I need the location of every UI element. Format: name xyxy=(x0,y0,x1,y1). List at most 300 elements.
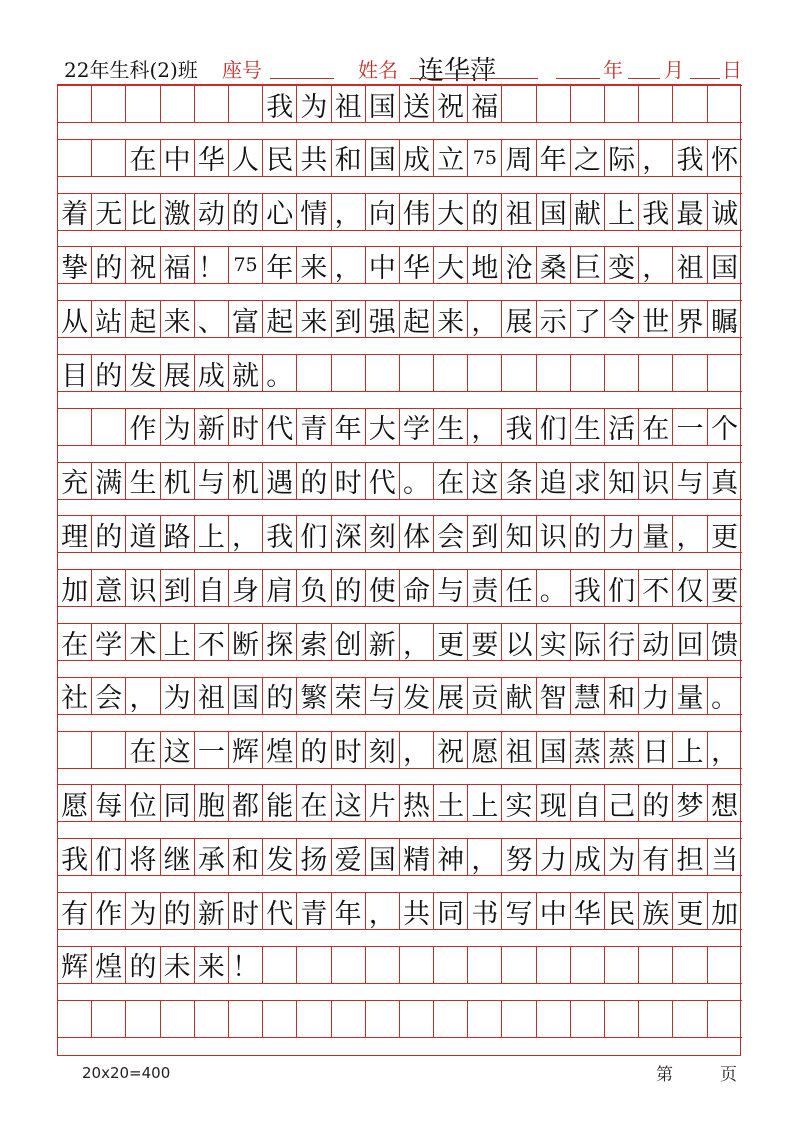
grid-cell: 国 xyxy=(366,139,400,177)
grid-cell: ， xyxy=(366,892,400,930)
grid-cell: 起 xyxy=(400,300,434,338)
grid-cell: 慧 xyxy=(571,677,605,715)
grid-cell: 华 xyxy=(400,246,434,284)
grid-cell: 任 xyxy=(502,569,536,607)
grid-cell: 民 xyxy=(605,892,639,930)
grid-cell: 蒸 xyxy=(571,731,605,769)
grid-cell: 新 xyxy=(195,892,229,930)
grid-cell: 民 xyxy=(263,139,297,177)
grid-cell: 心 xyxy=(263,193,297,231)
grid-row xyxy=(58,946,740,984)
grid-cell: 充 xyxy=(58,462,92,500)
grid-cell: 量 xyxy=(673,677,707,715)
grid-cell: 族 xyxy=(639,892,673,930)
grid-cell: 与 xyxy=(673,462,707,500)
grid-cell: 与 xyxy=(195,462,229,500)
grid-cell: 会 xyxy=(92,677,126,715)
grid-cell: 更 xyxy=(673,892,707,930)
grid-cell: 中 xyxy=(366,246,400,284)
grid-cell: 就 xyxy=(229,354,263,392)
grid-cell: 代 xyxy=(263,408,297,446)
grid-cell: 我 xyxy=(263,85,297,123)
grid-cell: 更 xyxy=(434,623,468,661)
grid-cell: 向 xyxy=(366,193,400,231)
grid-cell: 己 xyxy=(605,784,639,822)
grid-cell: ！ xyxy=(229,946,263,984)
grid-cell: 新 xyxy=(366,623,400,661)
grid-cell: 的 xyxy=(92,354,126,392)
grid-cell: 上 xyxy=(673,731,707,769)
class-label: 22年生科(2)班 xyxy=(64,58,198,82)
grid-cell xyxy=(708,354,742,392)
grid-cell: 祝 xyxy=(434,731,468,769)
day-underline xyxy=(690,78,720,79)
seat-underline xyxy=(270,78,334,79)
grid-row xyxy=(58,300,740,338)
grid-row xyxy=(58,731,740,769)
grid-cell xyxy=(434,946,468,984)
grid-cell: 力 xyxy=(537,838,571,876)
grid-cell: 神 xyxy=(434,838,468,876)
grid-cell: 青 xyxy=(297,892,331,930)
grid-cell: 知 xyxy=(502,515,536,553)
grid-cell: 每 xyxy=(92,784,126,822)
grid-cell: 祖 xyxy=(502,193,536,231)
grid-cell xyxy=(639,946,673,984)
grid-cell: 与 xyxy=(434,569,468,607)
grid-cell: 遇 xyxy=(263,462,297,500)
grid-cell: 。 xyxy=(537,569,571,607)
grid-cell: 上 xyxy=(161,623,195,661)
grid-cell: 示 xyxy=(537,300,571,338)
grid-cell: 努 xyxy=(502,838,536,876)
grid-cell: 变 xyxy=(605,246,639,284)
grid-cell: 学 xyxy=(400,408,434,446)
grid-cell: 年 xyxy=(332,892,366,930)
grid-cell: 担 xyxy=(673,838,707,876)
grid-cell: 挚 xyxy=(58,246,92,284)
grid-cell: 馈 xyxy=(708,623,742,661)
grid-cell: 青 xyxy=(297,408,331,446)
grid-cell: 自 xyxy=(195,569,229,607)
grid-cell xyxy=(92,1000,126,1038)
month-label: 月 xyxy=(664,58,684,82)
grid-cell: 梦 xyxy=(673,784,707,822)
grid-cell: 有 xyxy=(58,892,92,930)
grid-cell: 道 xyxy=(126,515,160,553)
grid-spec: 20x20=400 xyxy=(82,1064,171,1082)
grid-cell: 大 xyxy=(434,193,468,231)
year-label: 年 xyxy=(603,58,623,82)
grid-cell: 未 xyxy=(161,946,195,984)
grid-cell xyxy=(639,85,673,123)
grid-cell: 的 xyxy=(161,892,195,930)
name-underline xyxy=(410,78,538,79)
grid-row xyxy=(58,462,740,500)
grid-cell: 75 xyxy=(468,139,502,177)
grid-cell: 际 xyxy=(605,139,639,177)
grid-cell xyxy=(92,85,126,123)
grid-cell: 负 xyxy=(297,569,331,607)
grid-cell xyxy=(229,1000,263,1038)
grid-cell: 华 xyxy=(195,139,229,177)
grid-cell: 命 xyxy=(400,569,434,607)
grid-cell: 活 xyxy=(605,408,639,446)
grid-cell: 送 xyxy=(400,85,434,123)
grid-cell: 强 xyxy=(366,300,400,338)
grid-cell: 量 xyxy=(639,515,673,553)
grid-cell: 路 xyxy=(161,515,195,553)
grid-cell: 肩 xyxy=(263,569,297,607)
grid-cell: 继 xyxy=(161,838,195,876)
grid-cell: 最 xyxy=(673,193,707,231)
grid-cell: 们 xyxy=(605,569,639,607)
grid-cell: 无 xyxy=(92,193,126,231)
grid-cell: 不 xyxy=(639,569,673,607)
grid-cell: 们 xyxy=(297,515,331,553)
grid-cell: 自 xyxy=(571,784,605,822)
grid-cell: 世 xyxy=(639,300,673,338)
grid-cell: 到 xyxy=(161,569,195,607)
grid-cell: 祖 xyxy=(332,85,366,123)
grid-cell: 创 xyxy=(332,623,366,661)
grid-cell xyxy=(605,85,639,123)
grid-row xyxy=(58,408,740,446)
grid-cell xyxy=(400,354,434,392)
grid-cell: 热 xyxy=(400,784,434,822)
grid-cell: 献 xyxy=(571,193,605,231)
grid-cell: 学 xyxy=(92,623,126,661)
grid-cell: 新 xyxy=(195,408,229,446)
grid-cell: 智 xyxy=(537,677,571,715)
grid-cell xyxy=(297,354,331,392)
grid-cell: ， xyxy=(639,246,673,284)
grid-cell: 祝 xyxy=(126,246,160,284)
grid-cell: ， xyxy=(332,193,366,231)
grid-cell: 现 xyxy=(537,784,571,822)
grid-cell: 。 xyxy=(263,354,297,392)
grid-cell xyxy=(673,1000,707,1038)
grid-cell: ， xyxy=(400,731,434,769)
grid-cell: 年 xyxy=(263,246,297,284)
grid-cell: 同 xyxy=(161,784,195,822)
grid-cell xyxy=(571,85,605,123)
grid-row xyxy=(58,246,740,284)
grid-cell: 位 xyxy=(126,784,160,822)
grid-cell xyxy=(161,85,195,123)
grid-cell: 仅 xyxy=(673,569,707,607)
grid-cell: 术 xyxy=(126,623,160,661)
grid-cell xyxy=(468,354,502,392)
grid-cell: 比 xyxy=(126,193,160,231)
grid-cell: 。 xyxy=(708,677,742,715)
grid-cell: 个 xyxy=(708,408,742,446)
grid-cell: 我 xyxy=(58,838,92,876)
grid-cell: 贡 xyxy=(468,677,502,715)
grid-cell: 年 xyxy=(537,139,571,177)
grid-cell xyxy=(571,1000,605,1038)
grid-cell xyxy=(366,1000,400,1038)
grid-cell xyxy=(605,354,639,392)
grid-cell: 都 xyxy=(229,784,263,822)
grid-cell xyxy=(639,354,673,392)
grid-cell xyxy=(161,1000,195,1038)
grid-cell: 想 xyxy=(708,784,742,822)
grid-cell xyxy=(400,1000,434,1038)
grid-cell: 的 xyxy=(639,784,673,822)
grid-cell: 满 xyxy=(92,462,126,500)
grid-cell: 实 xyxy=(537,623,571,661)
grid-cell xyxy=(537,85,571,123)
grid-cell: 我 xyxy=(502,408,536,446)
grid-cell xyxy=(126,1000,160,1038)
grid-cell: 们 xyxy=(537,408,571,446)
grid-cell: 的 xyxy=(468,193,502,231)
grid-cell: 的 xyxy=(263,677,297,715)
grid-cell: ， xyxy=(468,408,502,446)
grid-cell xyxy=(673,946,707,984)
grid-cell: 愿 xyxy=(468,731,502,769)
grid-cell: 要 xyxy=(708,569,742,607)
grid-row xyxy=(58,354,740,392)
grid-cell: 知 xyxy=(605,462,639,500)
grid-cell xyxy=(92,731,126,769)
manuscript-grid xyxy=(57,84,741,1056)
grid-cell: 祖 xyxy=(673,246,707,284)
grid-cell xyxy=(605,946,639,984)
grid-cell xyxy=(502,354,536,392)
grid-cell: 到 xyxy=(332,300,366,338)
grid-cell: 和 xyxy=(605,677,639,715)
grid-cell: 断 xyxy=(229,623,263,661)
grid-cell: 人 xyxy=(229,139,263,177)
grid-row xyxy=(58,193,740,231)
grid-cell xyxy=(195,1000,229,1038)
year-underline xyxy=(556,78,600,79)
grid-cell: 国 xyxy=(366,85,400,123)
grid-cell: 的 xyxy=(229,193,263,231)
grid-cell: 生 xyxy=(571,408,605,446)
grid-cell: 繁 xyxy=(297,677,331,715)
grid-row xyxy=(58,892,740,930)
grid-cell: 起 xyxy=(126,300,160,338)
grid-cell: 令 xyxy=(605,300,639,338)
grid-cell: 华 xyxy=(571,892,605,930)
grid-cell: 煌 xyxy=(263,731,297,769)
grid-cell: 要 xyxy=(468,623,502,661)
grid-cell: 煌 xyxy=(92,946,126,984)
grid-cell: 社 xyxy=(58,677,92,715)
grid-cell: 土 xyxy=(434,784,468,822)
grid-cell: 我 xyxy=(263,515,297,553)
grid-cell: 有 xyxy=(639,838,673,876)
grid-cell: 在 xyxy=(126,139,160,177)
grid-cell xyxy=(571,354,605,392)
grid-cell: 的 xyxy=(332,569,366,607)
grid-cell: 75 xyxy=(229,246,263,284)
grid-cell: 国 xyxy=(229,677,263,715)
grid-cell: 这 xyxy=(332,784,366,822)
grid-cell: 识 xyxy=(537,515,571,553)
grid-cell: 年 xyxy=(332,408,366,446)
grid-cell: 大 xyxy=(366,408,400,446)
grid-cell xyxy=(332,354,366,392)
grid-cell: 生 xyxy=(434,408,468,446)
grid-cell: 同 xyxy=(434,892,468,930)
grid-cell: 界 xyxy=(673,300,707,338)
grid-cell: 从 xyxy=(58,300,92,338)
grid-cell: 的 xyxy=(126,946,160,984)
grid-cell: 辉 xyxy=(58,946,92,984)
grid-cell: 蒸 xyxy=(605,731,639,769)
grid-cell: 发 xyxy=(126,354,160,392)
grid-cell xyxy=(502,946,536,984)
grid-cell: ， xyxy=(639,139,673,177)
grid-cell: ， xyxy=(673,515,707,553)
grid-cell xyxy=(502,1000,536,1038)
grid-cell: 识 xyxy=(639,462,673,500)
grid-cell: 成 xyxy=(571,838,605,876)
grid-cell xyxy=(434,354,468,392)
grid-cell: 为 xyxy=(161,408,195,446)
grid-cell: ， xyxy=(229,515,263,553)
grid-cell: 能 xyxy=(263,784,297,822)
grid-cell: 刻 xyxy=(366,731,400,769)
grid-cell: 发 xyxy=(400,677,434,715)
grid-cell: 际 xyxy=(571,623,605,661)
grid-cell xyxy=(297,1000,331,1038)
grid-cell: 生 xyxy=(126,462,160,500)
grid-cell: 爱 xyxy=(332,838,366,876)
grid-cell: 站 xyxy=(92,300,126,338)
grid-cell: 们 xyxy=(92,838,126,876)
grid-cell: 深 xyxy=(332,515,366,553)
grid-cell: 发 xyxy=(263,838,297,876)
grid-cell: 祝 xyxy=(434,85,468,123)
grid-cell xyxy=(502,85,536,123)
grid-cell xyxy=(263,946,297,984)
grid-row xyxy=(58,569,740,607)
title-row xyxy=(58,85,740,123)
grid-cell: 福 xyxy=(468,85,502,123)
grid-cell xyxy=(537,354,571,392)
grid-cell: 献 xyxy=(502,677,536,715)
grid-cell: 和 xyxy=(332,139,366,177)
grid-cell: 展 xyxy=(502,300,536,338)
grid-cell: 祖 xyxy=(502,731,536,769)
grid-cell: 来 xyxy=(195,946,229,984)
grid-cell xyxy=(58,85,92,123)
grid-cell xyxy=(673,85,707,123)
grid-cell: 的 xyxy=(297,731,331,769)
grid-cell: 激 xyxy=(161,193,195,231)
grid-cell xyxy=(434,1000,468,1038)
grid-cell: 之 xyxy=(571,139,605,177)
grid-cell: 祖 xyxy=(195,677,229,715)
grid-cell: 辉 xyxy=(229,731,263,769)
grid-cell: 来 xyxy=(161,300,195,338)
grid-cell xyxy=(708,946,742,984)
grid-cell: 国 xyxy=(537,193,571,231)
grid-cell: 时 xyxy=(229,408,263,446)
grid-cell: 代 xyxy=(263,892,297,930)
page-label-di: 第 xyxy=(656,1065,673,1085)
grid-cell: 成 xyxy=(400,139,434,177)
grid-cell: 为 xyxy=(297,85,331,123)
grid-cell xyxy=(58,1000,92,1038)
grid-cell xyxy=(332,946,366,984)
grid-cell: 在 xyxy=(126,731,160,769)
grid-cell: 动 xyxy=(195,193,229,231)
grid-cell: 力 xyxy=(605,515,639,553)
grid-cell: 当 xyxy=(708,838,742,876)
grid-cell: 一 xyxy=(673,408,707,446)
grid-cell xyxy=(639,1000,673,1038)
grid-cell: 富 xyxy=(229,300,263,338)
grid-cell: ！ xyxy=(195,246,229,284)
grid-cell: ， xyxy=(708,731,742,769)
grid-cell xyxy=(673,354,707,392)
grid-cell: 行 xyxy=(605,623,639,661)
grid-cell xyxy=(571,946,605,984)
grid-cell: 追 xyxy=(537,462,571,500)
grid-cell: 承 xyxy=(195,838,229,876)
grid-cell: 沧 xyxy=(502,246,536,284)
grid-cell: 来 xyxy=(297,300,331,338)
grid-cell: 在 xyxy=(434,462,468,500)
grid-cell: 展 xyxy=(434,677,468,715)
grid-cell: 索 xyxy=(297,623,331,661)
grid-cell: 理 xyxy=(58,515,92,553)
grid-cell: 、 xyxy=(195,300,229,338)
page-label-ye: 页 xyxy=(720,1065,737,1085)
grid-cell xyxy=(605,1000,639,1038)
grid-cell: 实 xyxy=(502,784,536,822)
grid-cell: 求 xyxy=(571,462,605,500)
grid-cell: 片 xyxy=(366,784,400,822)
grid-cell: 时 xyxy=(332,731,366,769)
grid-cell xyxy=(366,946,400,984)
grid-row xyxy=(58,838,740,876)
grid-cell: ， xyxy=(126,677,160,715)
grid-cell: 机 xyxy=(229,462,263,500)
grid-cell: 怀 xyxy=(708,139,742,177)
grid-cell: 体 xyxy=(400,515,434,553)
seat-label: 座号 xyxy=(222,58,262,82)
grid-row xyxy=(58,515,740,553)
grid-cell: 意 xyxy=(92,569,126,607)
grid-cell: 为 xyxy=(161,677,195,715)
grid-cell: 桑 xyxy=(537,246,571,284)
grid-cell: 精 xyxy=(400,838,434,876)
grid-cell: 写 xyxy=(502,892,536,930)
grid-cell: 立 xyxy=(434,139,468,177)
grid-cell: 的 xyxy=(92,246,126,284)
grid-cell: 诚 xyxy=(708,193,742,231)
grid-cell: 展 xyxy=(161,354,195,392)
grid-cell: 将 xyxy=(126,838,160,876)
name-value: 连华萍 xyxy=(418,56,497,86)
grid-cell: 刻 xyxy=(366,515,400,553)
grid-cell: ， xyxy=(332,246,366,284)
grid-cell: 的 xyxy=(297,462,331,500)
grid-row xyxy=(58,1000,740,1038)
grid-cell xyxy=(537,1000,571,1038)
month-underline xyxy=(628,78,660,79)
grid-cell: 力 xyxy=(639,677,673,715)
grid-row xyxy=(58,139,740,177)
grid-cell: 条 xyxy=(502,462,536,500)
